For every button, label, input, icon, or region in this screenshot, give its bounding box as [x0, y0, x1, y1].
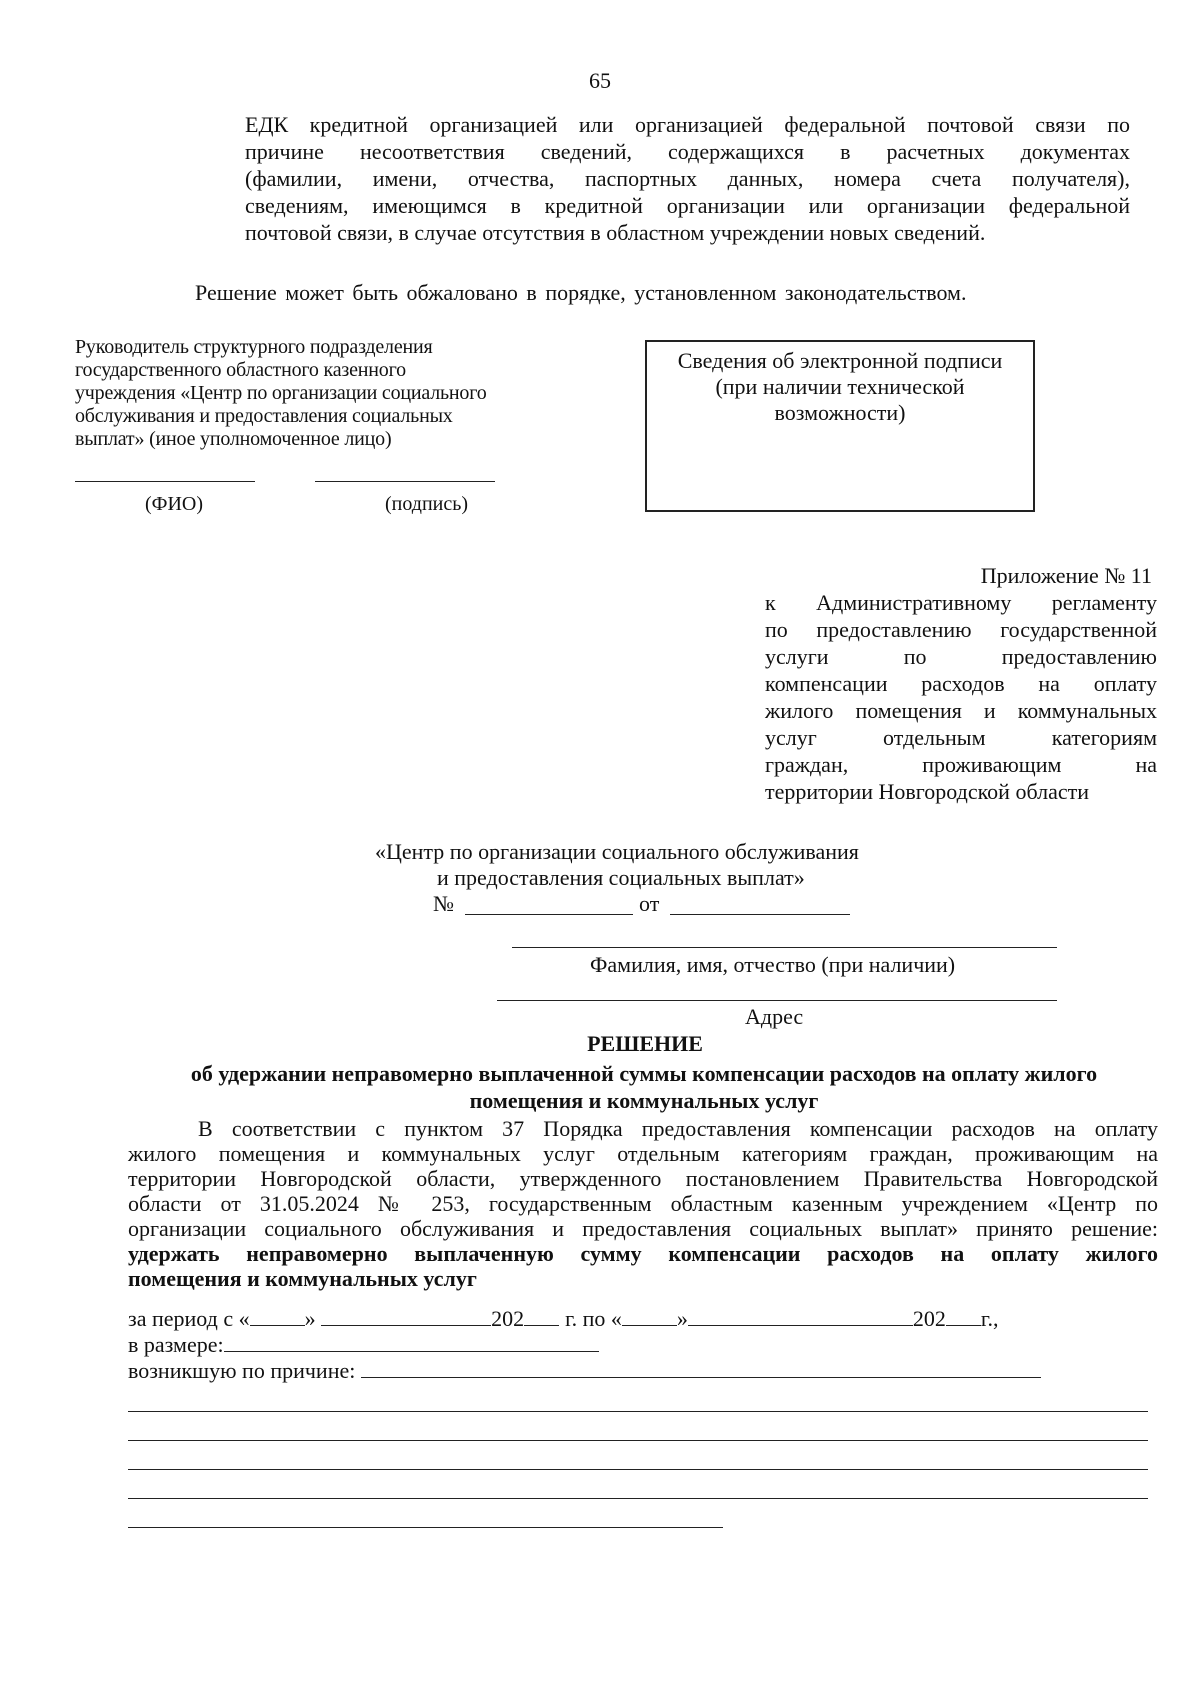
org-line-1: «Центр по организации социального обслуживания — [375, 839, 859, 864]
sigbox-line: (при наличии технической — [715, 374, 965, 399]
reason-row — [128, 1358, 1041, 1384]
reason-line[interactable] — [128, 1498, 1148, 1499]
body-line: территории Новгородской области, утвержденного постановлением Правительства Новгородской — [128, 1166, 1158, 1191]
head-line: обслуживания и предоставления социальных — [75, 405, 453, 427]
appendix-title: Приложение № 11 — [980, 563, 1152, 588]
intro-paragraph — [245, 111, 1130, 246]
period-year-prefix: 202 — [912, 1306, 946, 1331]
doc-date-label: от — [639, 891, 660, 916]
period-start-day-field[interactable] — [250, 1307, 305, 1326]
period-end-month-field[interactable] — [688, 1307, 913, 1326]
reason-line[interactable] — [128, 1527, 723, 1528]
period-to-label: г. по « — [565, 1306, 622, 1331]
period-year-prefix: 202 — [491, 1306, 525, 1331]
body-line: В соответствии с пунктом 37 Порядка предоставления компенсации расходов на оплату — [198, 1116, 1158, 1141]
decision-bold-line: помещения и коммунальных услуг — [128, 1266, 477, 1291]
org-line-2: и предоставления социальных выплат» — [437, 865, 805, 890]
decision-subtitle-1: об удержании неправомерно выплаченной суммы компенсации расходов на оплату жилого — [190, 1061, 1098, 1086]
signature-blank-line[interactable] — [315, 481, 495, 482]
reason-label: возникшую по причине: — [128, 1358, 356, 1383]
head-line: государственного областного казенного — [75, 359, 406, 381]
appendix-line: жилого помещения и коммунальных — [765, 698, 1157, 723]
decision-subtitle-2: помещения и коммунальных услуг — [469, 1088, 819, 1113]
doc-date-field[interactable] — [670, 914, 850, 915]
period-start-month-field[interactable] — [321, 1307, 491, 1326]
appendix-line: компенсации расходов на оплату — [765, 671, 1157, 696]
period-end-label: г., — [980, 1306, 999, 1331]
appendix-line: услуг отдельным категориям — [765, 725, 1157, 750]
appendix-line: услуги по предоставлению — [765, 644, 1157, 669]
reason-line[interactable] — [128, 1411, 1148, 1412]
appendix-line: территории Новгородской области — [765, 779, 1089, 804]
reason-line[interactable] — [128, 1440, 1148, 1441]
decision-bold-line: удержать неправомерно выплаченную сумму компенсации расходов на оплату жилого — [128, 1241, 1158, 1266]
reason-field[interactable] — [361, 1359, 1041, 1378]
appeal-note: Решение может быть обжаловано в порядке, установленном законодательством. — [195, 280, 967, 305]
recipient-name-field[interactable] — [512, 947, 1057, 948]
body-line: жилого помещения и коммунальных услуг отдельным категориям граждан, проживающим на — [128, 1141, 1158, 1166]
decision-title: РЕШЕНИЕ — [587, 1031, 703, 1056]
body-line: области от 31.05.2024 № 253, государственным областным казенным учреждением «Центр по — [128, 1191, 1158, 1216]
period-quote: » — [676, 1306, 688, 1331]
sigbox-line: возможности) — [774, 400, 906, 425]
recipient-address-label: Адрес — [745, 1004, 804, 1029]
appendix-line: граждан, проживающим на — [765, 752, 1157, 777]
decision-body — [128, 1116, 1158, 1291]
head-line: выплат» (иное уполномоченное лицо) — [75, 428, 392, 450]
sigbox-line: Сведения об электронной подписи — [677, 348, 1003, 373]
paragraph-line: причине несоответствия сведений, содержащихся в расчетных документах — [245, 139, 1130, 164]
period-row — [128, 1306, 998, 1332]
period-end-day-field[interactable] — [622, 1307, 677, 1326]
period-start-year-field[interactable] — [524, 1307, 559, 1326]
doc-number-field[interactable] — [465, 914, 633, 915]
paragraph-line: ЕДК кредитной организацией или организацией федеральной почтовой связи по — [245, 112, 1130, 137]
amount-row — [128, 1332, 599, 1358]
fio-blank-line[interactable] — [75, 481, 255, 482]
appendix-line: к Административному регламенту — [765, 590, 1157, 615]
period-end-year-field[interactable] — [946, 1307, 981, 1326]
paragraph-line: (фамилии, имени, отчества, паспортных данных, номера счета получателя), — [245, 166, 1130, 191]
paragraph-line: почтовой связи, в случае отсутствия в областном учреждении новых сведений. — [245, 220, 986, 245]
head-line: Руководитель структурного подразделения — [75, 336, 433, 358]
paragraph-line: сведениям, имеющимся в кредитной организации или организации федеральной — [245, 193, 1130, 218]
signature-label: (подпись) — [385, 493, 469, 515]
fio-label: (ФИО) — [145, 493, 204, 515]
page-number: 65 — [589, 68, 611, 93]
reason-line[interactable] — [128, 1469, 1148, 1470]
appendix-text — [765, 589, 1157, 805]
recipient-address-field[interactable] — [497, 1000, 1057, 1001]
amount-label: в размере: — [128, 1332, 224, 1357]
amount-field[interactable] — [224, 1333, 599, 1352]
period-prefix: за период с « — [128, 1306, 250, 1331]
body-line: организации социального обслуживания и предоставления социальных выплат» принято решение: — [128, 1216, 1158, 1241]
appendix-line: по предоставлению государственной — [765, 617, 1157, 642]
period-quote: » — [304, 1306, 316, 1331]
head-block — [75, 336, 595, 451]
e-signature-box — [645, 340, 1035, 512]
recipient-name-label: Фамилия, имя, отчество (при наличии) — [590, 952, 956, 977]
head-line: учреждения «Центр по организации социального — [75, 382, 487, 404]
doc-number-label: № — [433, 891, 454, 916]
